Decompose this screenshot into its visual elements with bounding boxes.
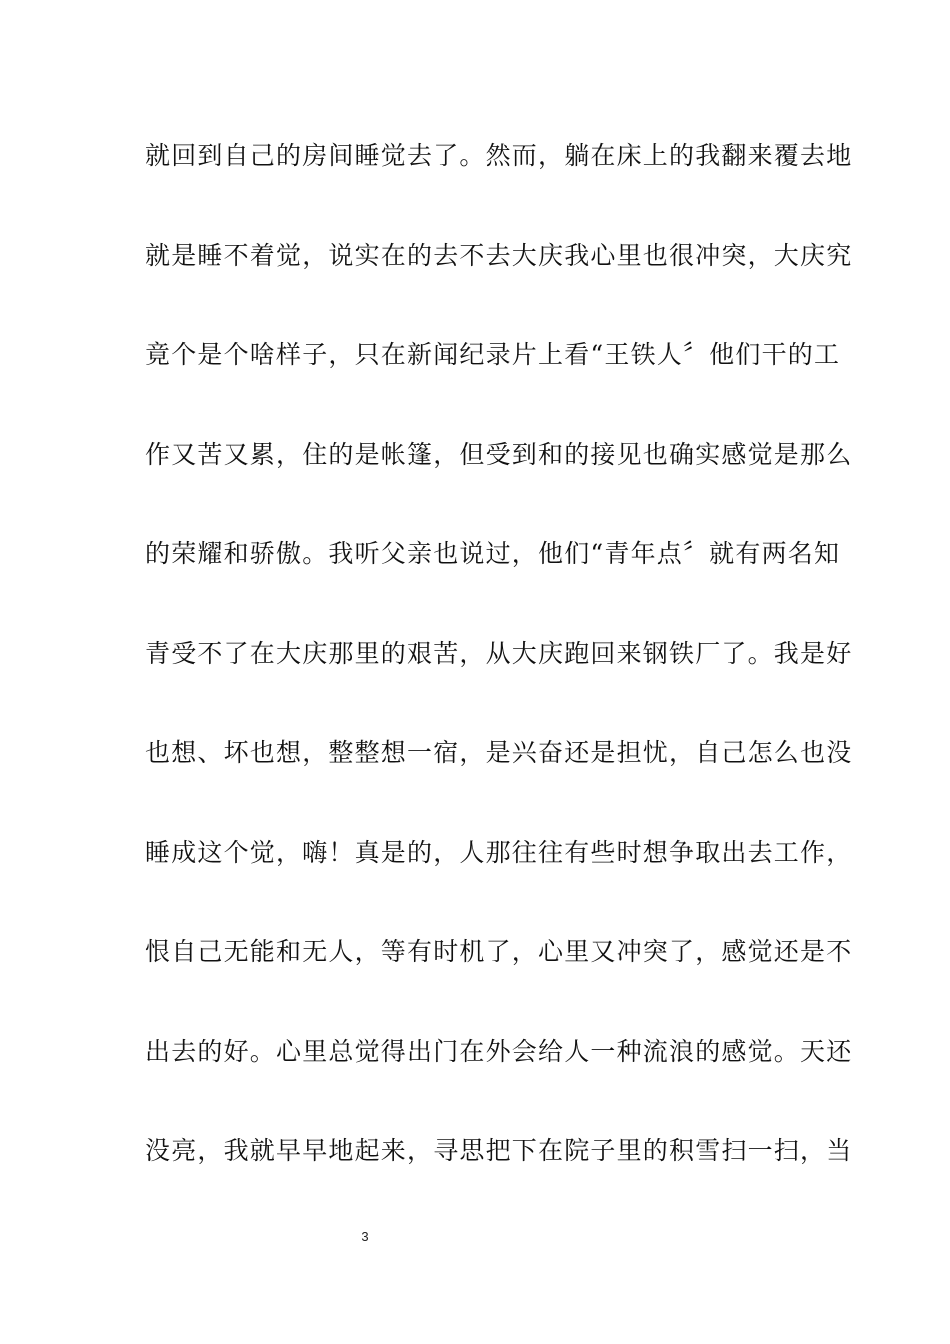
text-line: 作又苦又累，住的是帐篷，但受到和的接见也确实感觉是那么 [145,440,853,469]
text-line: 就是睡不着觉，说实在的去不去大庆我心里也很冲突，大庆究 [145,241,853,270]
page-number: 3 [361,1229,369,1244]
text-line: 出去的好。心里总觉得出门在外会给人一种流浪的感觉。天还 [145,1037,853,1066]
text-line: 竟个是个啥样子，只在新闻纪录片上看“王铁人〞他们干的工 [145,340,841,369]
text-line: 睡成这个觉，嗨！真是的，人那往往有些时想争取出去工作， [145,838,853,867]
text-line: 也想、坏也想，整整想一宿，是兴奋还是担忧，自己怎么也没 [145,738,853,767]
text-line: 的荣耀和骄傲。我听父亲也说过，他们“青年点〞就有两名知 [145,539,841,568]
text-line: 恨自己无能和无人，等有时机了，心里又冲突了，感觉还是不 [145,937,853,966]
text-line: 就回到自己的房间睡觉去了。然而，躺在床上的我翻来覆去地 [145,141,853,170]
text-line: 没亮，我就早早地起来，寻思把下在院子里的积雪扫一扫，当 [145,1136,853,1165]
text-line: 青受不了在大庆那里的艰苦，从大庆跑回来钢铁厂了。我是好 [145,639,853,668]
